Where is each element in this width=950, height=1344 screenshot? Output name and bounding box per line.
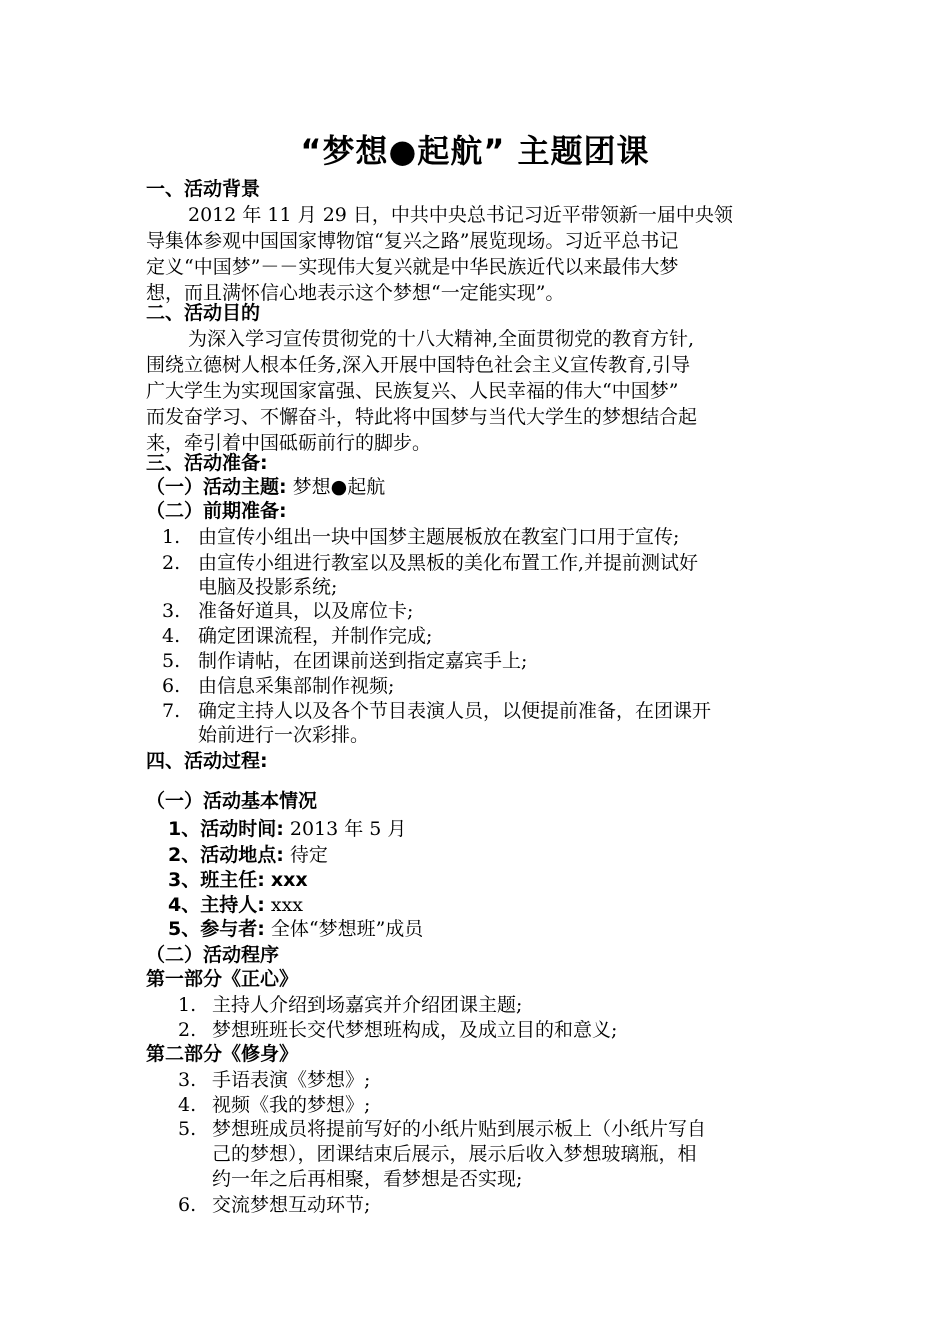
- paragraph-line: 广大学生为实现国家富强、民族复兴、人民幸福的伟大“中国梦”: [146, 380, 679, 402]
- theme-value: 梦想●起航: [292, 476, 386, 498]
- paragraph-line: 定义“中国梦”－－实现伟大复兴就是中华民族近代以来最伟大梦: [146, 256, 679, 278]
- list-item: 梦想班班长交代梦想班构成，及成立目的和意义;: [212, 1019, 618, 1041]
- paragraph-line: 来，牵引着中国砥砺前行的脚步。: [146, 432, 432, 454]
- list-item-number: 7.: [162, 700, 181, 722]
- list-item-continuation: 电脑及投影系统;: [198, 576, 338, 598]
- list-item-continuation: 约一年之后再相聚，看梦想是否实现;: [212, 1168, 523, 1190]
- part2-heading: 第二部分《修身》: [146, 1043, 299, 1065]
- list-item: 确定主持人以及各个节目表演人员，以便提前准备，在团课开: [198, 700, 712, 722]
- list-item: 视频《我的梦想》;: [212, 1094, 371, 1116]
- paragraph-line: 围绕立德树人根本任务,深入开展中国特色社会主义宣传教育,引导: [146, 354, 691, 376]
- paragraph-line: 2012 年 11 月 29 日，中共中央总书记习近平带领新一届中央领: [188, 204, 733, 226]
- info-row-location: 2、活动地点: 待定: [168, 844, 328, 866]
- program-label: （二）活动程序: [146, 944, 280, 966]
- list-item-number: 1.: [178, 994, 197, 1016]
- theme-label: （一）活动主题:: [146, 476, 287, 498]
- list-item-number: 4.: [178, 1094, 197, 1116]
- list-item: 准备好道具，以及席位卡;: [198, 600, 414, 622]
- list-item: 梦想班成员将提前写好的小纸片贴到展示板上（小纸片写自: [212, 1118, 707, 1140]
- page-title: “梦想●起航” 主题团课: [300, 132, 650, 170]
- paragraph-line: 为深入学习宣传贯彻党的十八大精神,全面贯彻党的教育方针,: [188, 328, 695, 350]
- list-item-number: 4.: [162, 625, 181, 647]
- list-item-number: 3.: [162, 600, 181, 622]
- list-item: 手语表演《梦想》;: [212, 1069, 371, 1091]
- list-item-number: 6.: [162, 675, 181, 697]
- list-item-number: 2.: [162, 552, 181, 574]
- list-item: 制作请帖，在团课前送到指定嘉宾手上;: [198, 650, 528, 672]
- paragraph-line: 导集体参观中国国家博物馆“复兴之路”展览现场。习近平总书记: [146, 230, 679, 252]
- info-row-teacher: 3、班主任: xxx: [168, 869, 308, 891]
- info-row-host: 4、主持人: xxx: [168, 894, 304, 916]
- list-item-number: 5.: [162, 650, 181, 672]
- list-item-number: 2.: [178, 1019, 197, 1041]
- prep-label: （二）前期准备:: [146, 500, 287, 522]
- theme-line: [146, 474, 385, 500]
- list-item: 交流梦想互动环节;: [212, 1194, 371, 1216]
- info-row-time: 1、活动时间: 2013 年 5 月: [168, 818, 407, 840]
- list-item-continuation: 始前进行一次彩排。: [198, 724, 370, 746]
- list-item: 由信息采集部制作视频;: [198, 675, 395, 697]
- section-heading-process: 四、活动过程:: [146, 750, 268, 772]
- list-item-number: 3.: [178, 1069, 197, 1091]
- list-item-number: 6.: [178, 1194, 197, 1216]
- list-item-number: 5.: [178, 1118, 197, 1140]
- section-heading-preparation: 三、活动准备:: [146, 452, 268, 474]
- list-item: 主持人介绍到场嘉宾并介绍团课主题;: [212, 994, 523, 1016]
- list-item: 确定团课流程，并制作完成;: [198, 625, 433, 647]
- section-heading-purpose: 二、活动目的: [146, 302, 261, 324]
- part1-heading: 第一部分《正心》: [146, 968, 299, 990]
- basic-info-label: （一）活动基本情况: [146, 790, 318, 812]
- list-item: 由宣传小组出一块中国梦主题展板放在教室门口用于宣传;: [198, 526, 680, 548]
- list-item: 由宣传小组进行教室以及黑板的美化布置工作,并提前测试好: [198, 552, 699, 574]
- paragraph-line: 想，而且满怀信心地表示这个梦想“一定能实现”。: [146, 282, 565, 304]
- section-heading-background: 一、活动背景: [146, 178, 261, 200]
- info-row-participants: 5、参与者: 全体“梦想班”成员: [168, 918, 424, 940]
- list-item-number: 1.: [162, 526, 181, 548]
- list-item-continuation: 己的梦想），团课结束后展示，展示后收入梦想玻璃瓶，相: [212, 1143, 697, 1165]
- paragraph-line: 而发奋学习、不懈奋斗，特此将中国梦与当代大学生的梦想结合起: [146, 406, 698, 428]
